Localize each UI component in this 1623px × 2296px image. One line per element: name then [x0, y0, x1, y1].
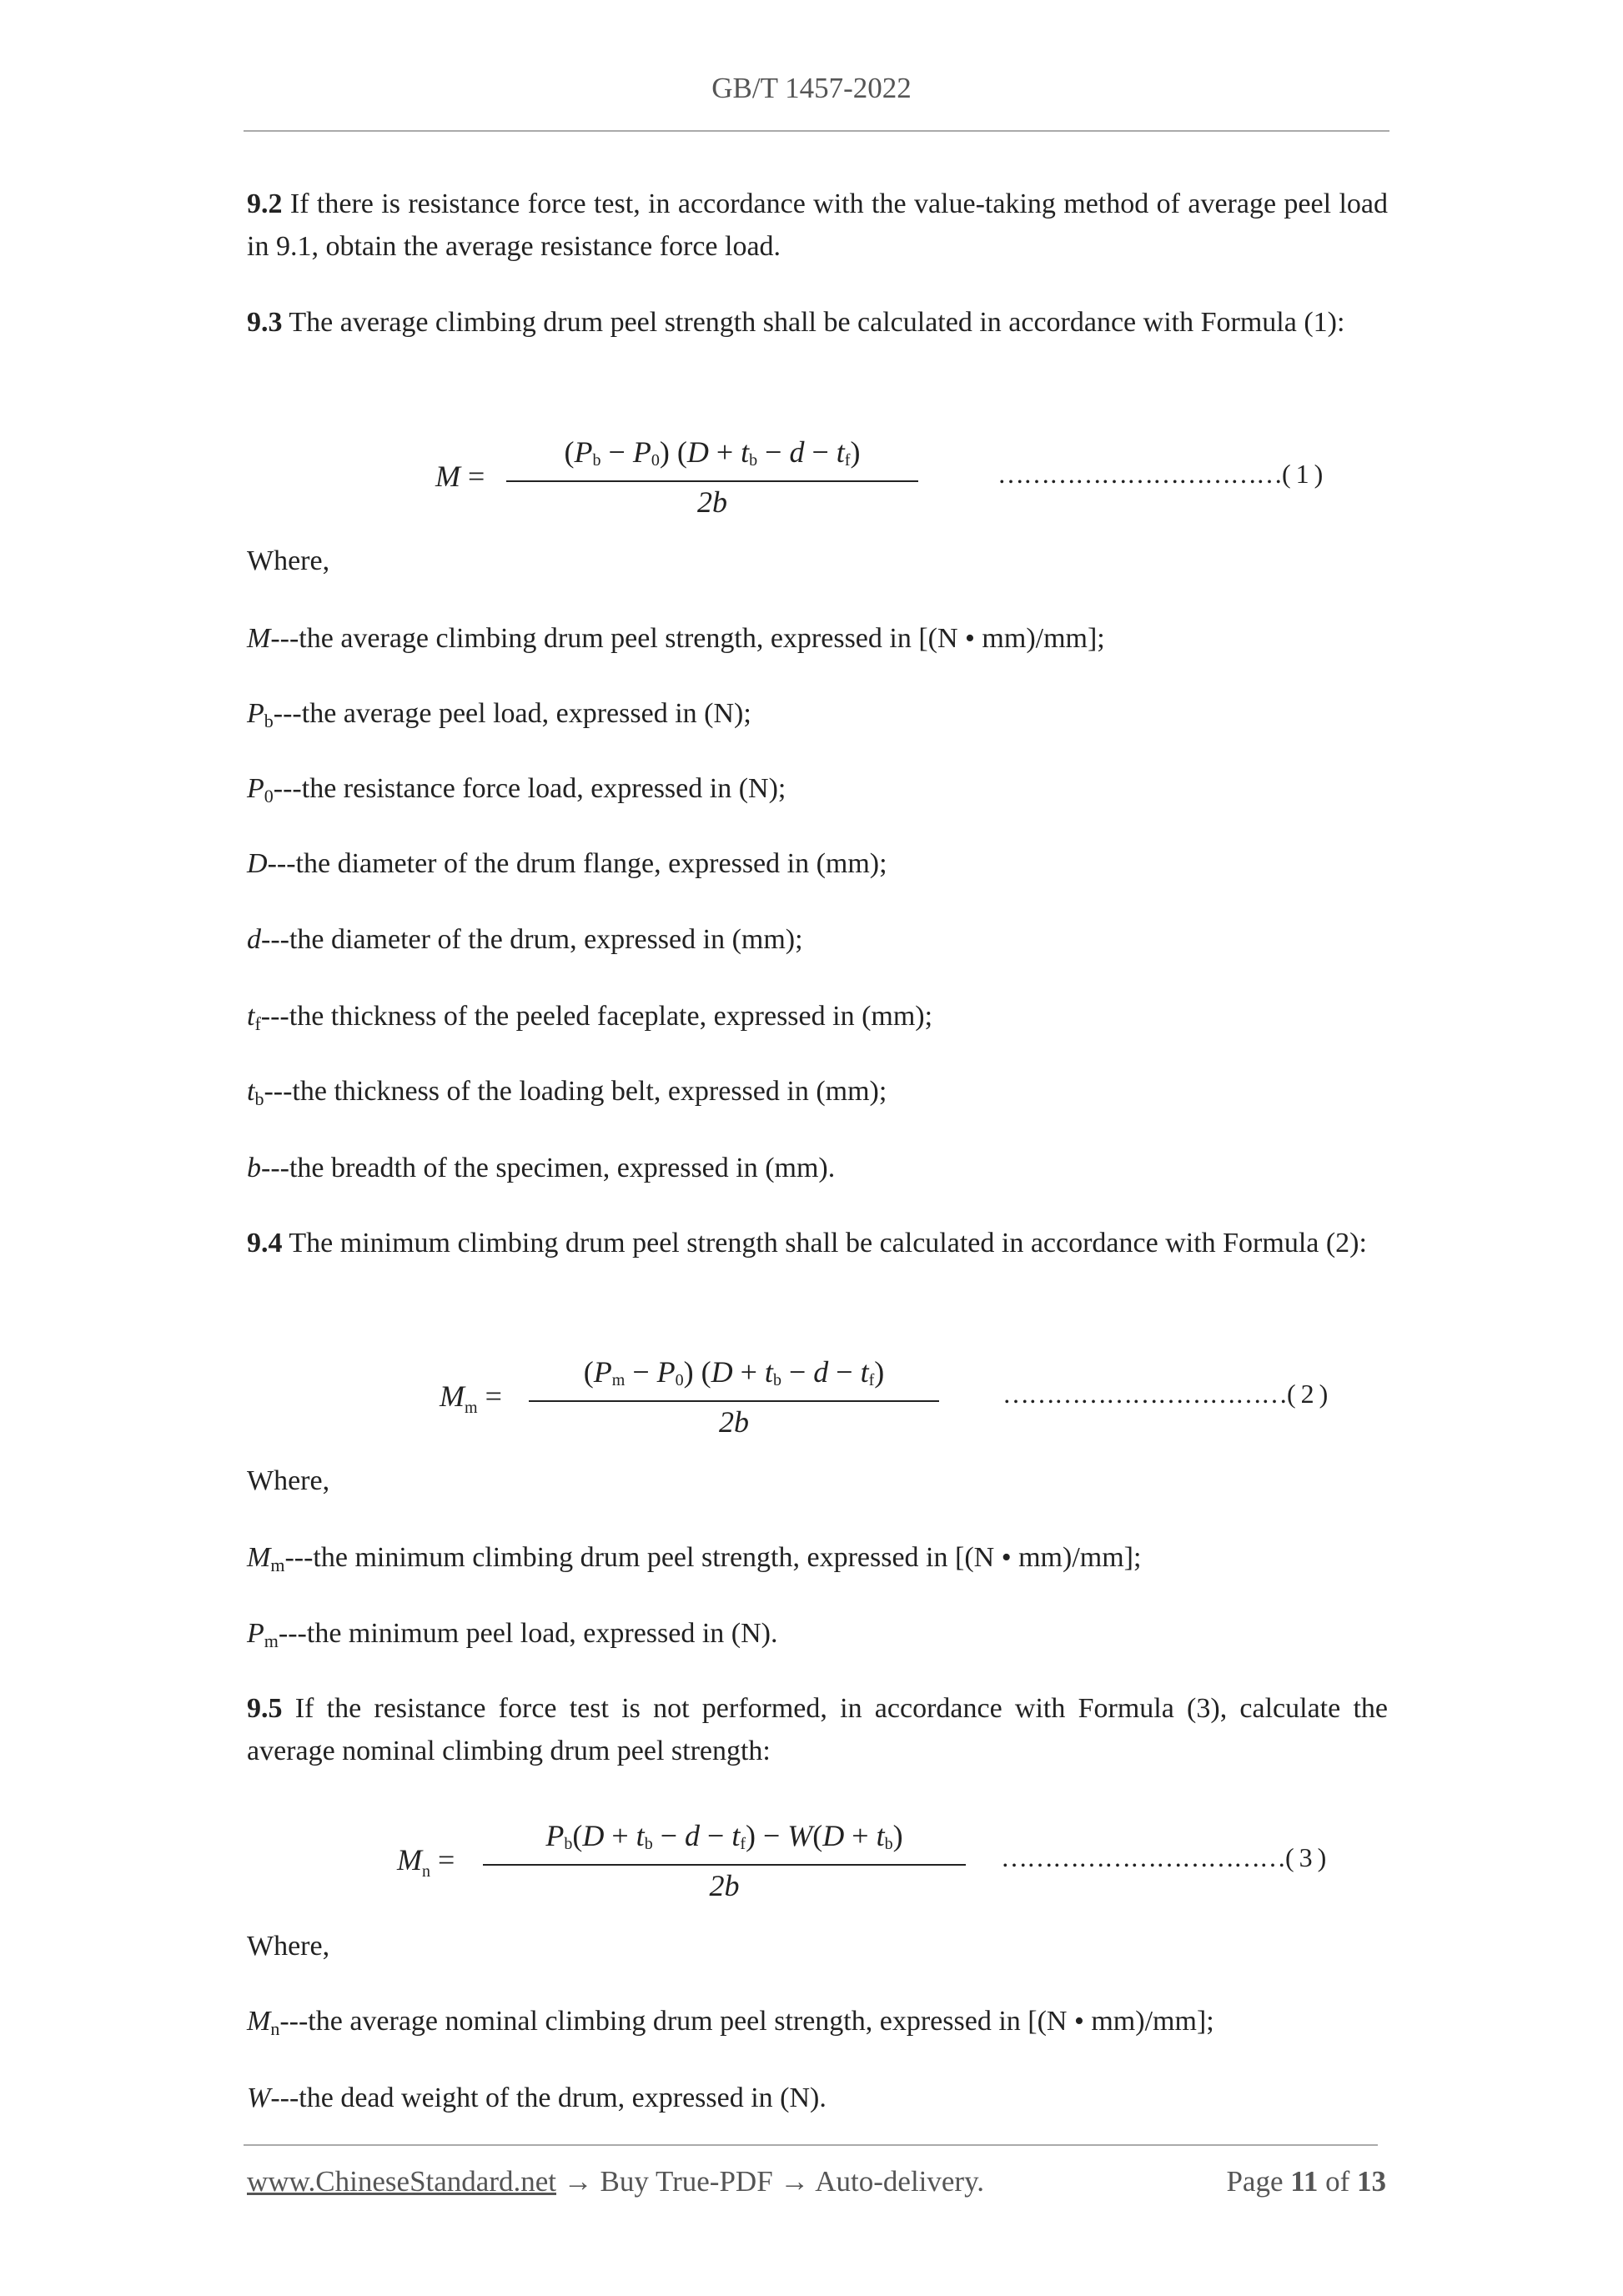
definition-text: ---the average peel load, expressed in (N); [273, 698, 751, 729]
of-label: of [1325, 2165, 1350, 2198]
formula-token: + [844, 1819, 877, 1852]
formula-token: ) ( [683, 1355, 711, 1389]
definition-symbol: P [247, 1618, 264, 1649]
formula-subscript: b [644, 1835, 653, 1853]
definition-symbol: b [247, 1153, 261, 1183]
document-header: GB/T 1457-2022 [711, 72, 912, 104]
equals-sign: = [430, 1843, 455, 1876]
formula-token: t [836, 435, 845, 469]
formula-subscript: n [422, 1862, 430, 1881]
formula-token: t [731, 1819, 741, 1852]
formula-token: ( [572, 1819, 583, 1852]
definition-item [247, 995, 932, 1045]
arrow-icon: → [772, 2165, 816, 2198]
formula-token: d [789, 435, 805, 469]
website-link[interactable]: www.ChineseStandard.net [247, 2165, 556, 2198]
formula-token: − [828, 1355, 861, 1389]
definition-subscript: m [270, 1555, 285, 1575]
denominator: 2b [709, 1869, 740, 1902]
page-total: 13 [1357, 2165, 1386, 2198]
equation-number: ( 2 ) [1287, 1379, 1328, 1409]
definition-subscript: n [270, 2018, 280, 2039]
section-text: The average climbing drum peel strength shall be calculated in accordance with Formula (1): [282, 307, 1345, 338]
definition-subscript: m [264, 1630, 279, 1651]
definition-text: ---the thickness of the peeled faceplate, expressed in (mm); [260, 1001, 933, 1032]
formula-subscript: f [844, 451, 851, 470]
formula-subscript: b [772, 1371, 781, 1389]
definition-symbol: P [247, 698, 264, 729]
section-9-4 [247, 1222, 1388, 1264]
leader-dots: …………………………… [997, 459, 1282, 489]
formula-token: d [685, 1819, 700, 1852]
formula-token: P [656, 1355, 676, 1389]
fraction-bar [506, 480, 918, 482]
definition-symbol: t [247, 1001, 255, 1032]
numerator [506, 434, 918, 479]
formula-token: d [813, 1355, 829, 1389]
formula-token: D [582, 1819, 605, 1852]
formula-subscript: f [740, 1835, 746, 1853]
leader-dots: …………………………… [1001, 1842, 1285, 1872]
formula-lhs [435, 459, 485, 494]
definition-item [247, 1612, 778, 1662]
formula-token: − [600, 435, 633, 469]
fraction [529, 1354, 939, 1440]
fraction-bar [483, 1864, 966, 1866]
definition-item [247, 918, 803, 961]
equals-sign: = [477, 1379, 502, 1413]
formula-token: ) [850, 435, 861, 469]
definition-item [247, 2077, 827, 2119]
footer-divider [244, 2144, 1378, 2146]
definition-item [247, 1147, 835, 1189]
formula-token: ( [583, 1355, 594, 1389]
definition-symbol: d [247, 924, 261, 955]
formula-token: ) [892, 1819, 903, 1852]
definition-subscript: f [254, 1013, 261, 1034]
formula-token: D [711, 1355, 733, 1389]
where-label: Where, [247, 1465, 330, 1496]
definition-text: ---the breadth of the specimen, expressed in (mm). [261, 1153, 836, 1183]
formula-token: − [781, 1355, 814, 1389]
buy-text: Buy True-PDF [600, 2165, 773, 2198]
section-9-3 [247, 301, 1388, 344]
definition-item [247, 842, 887, 885]
definition-text: ---the minimum climbing drum peel strength, expressed in [(N • mm)/mm]; [284, 1542, 1142, 1573]
section-text: The minimum climbing drum peel strength shall be calculated in accordance with Formula (2): [282, 1228, 1367, 1259]
formula-lhs [397, 1842, 455, 1882]
formula-subscript: f [868, 1371, 875, 1389]
definition-item [247, 692, 751, 742]
numerator [483, 1817, 966, 1862]
formula-subscript: b [564, 1835, 573, 1853]
fraction [483, 1817, 966, 1904]
formula-token: ) [874, 1355, 885, 1389]
formula-token: P [632, 435, 651, 469]
formula-token: − [804, 435, 837, 469]
formula-subscript: b [884, 1835, 893, 1853]
formula-token: W [787, 1819, 813, 1852]
definition-item [247, 2000, 1214, 2050]
definition-text: ---the diameter of the drum, expressed in (mm); [261, 924, 803, 955]
definition-text: ---the resistance force load, expressed in (N); [273, 773, 786, 804]
definition-symbol: M [247, 1542, 271, 1573]
definition-item [247, 1070, 887, 1120]
definition-subscript: b [254, 1088, 264, 1109]
section-text: If there is resistance force test, in accordance with the value-taking method of average peel load in 9.1, obtain the average resistance force load. [247, 188, 1388, 262]
fraction [506, 434, 918, 520]
equation-number: ( 3 ) [1285, 1842, 1326, 1872]
numerator [529, 1354, 939, 1399]
formula-token: P [545, 1819, 565, 1852]
equation-leader [1002, 1379, 1327, 1409]
definition-subscript: 0 [264, 786, 274, 806]
equation-leader [997, 459, 1322, 490]
leader-dots: …………………………… [1002, 1379, 1287, 1409]
formula-token: − [652, 1819, 685, 1852]
formula-token: ( [564, 435, 575, 469]
formula-token: D [686, 435, 709, 469]
section-number: 9.5 [247, 1693, 283, 1724]
formula-token: t [741, 435, 750, 469]
page-number: 11 [1290, 2165, 1319, 2198]
definition-symbol: M [247, 623, 271, 654]
formula-token: ( [812, 1819, 823, 1852]
formula-token: t [764, 1355, 773, 1389]
arrow-icon: → [556, 2165, 600, 2198]
equation-number: ( 1 ) [1282, 459, 1323, 489]
formula-subscript: 0 [651, 451, 660, 470]
formula-subscript: 0 [675, 1371, 684, 1389]
formula-token: t [876, 1819, 885, 1852]
formula-token: t [636, 1819, 645, 1852]
footer-links [247, 2165, 984, 2198]
formula-token: ) ( [659, 435, 687, 469]
definition-subscript: b [264, 711, 274, 731]
formula-token: P [574, 435, 593, 469]
where-label: Where, [247, 1931, 330, 1962]
formula-token: + [708, 435, 741, 469]
definition-text: ---the dead weight of the drum, expressed in (N). [270, 2082, 827, 2113]
section-text: If the resistance force test is not performed, in accordance with Formula (3), calculate the average nominal climbing drum peel strength: [247, 1693, 1388, 1766]
definition-symbol: P [247, 773, 264, 804]
formula-subscript: m [465, 1399, 478, 1417]
definition-symbol: M [247, 2006, 271, 2037]
formula-lhs [440, 1379, 502, 1418]
formula-token: + [732, 1355, 765, 1389]
formula-token: + [604, 1819, 636, 1852]
where-label: Where, [247, 545, 330, 576]
auto-delivery-text: Auto-delivery. [815, 2165, 985, 2198]
section-number: 9.2 [247, 188, 283, 219]
definition-item [247, 1536, 1141, 1586]
section-number: 9.4 [247, 1228, 283, 1259]
header-divider [244, 130, 1389, 132]
definition-symbol: D [247, 848, 268, 879]
section-9-5 [247, 1687, 1388, 1772]
definition-symbol: t [247, 1076, 255, 1107]
formula-subscript: b [749, 451, 758, 470]
definition-symbol: W [247, 2082, 271, 2113]
formula-symbol: M [440, 1379, 465, 1413]
formula-token: − [625, 1355, 657, 1389]
section-number: 9.3 [247, 307, 283, 338]
denominator: 2b [697, 485, 727, 519]
equals-sign: = [460, 460, 485, 493]
formula-symbol: M [435, 460, 460, 493]
definition-item [247, 767, 786, 817]
definition-text: ---the diameter of the drum flange, expressed in (mm); [267, 848, 887, 879]
formula-token: t [860, 1355, 869, 1389]
fraction-bar [529, 1400, 939, 1402]
page-indicator [1226, 2165, 1386, 2198]
denominator: 2b [719, 1405, 749, 1439]
section-9-2 [247, 183, 1388, 268]
equation-leader [1001, 1842, 1325, 1873]
page-label: Page [1226, 2165, 1284, 2198]
formula-subscript: m [611, 1371, 626, 1389]
formula-symbol: M [397, 1843, 422, 1876]
definition-text: ---the average nominal climbing drum peel strength, expressed in [(N • mm)/mm]; [279, 2006, 1214, 2037]
formula-subscript: b [592, 451, 601, 470]
formula-token: − [700, 1819, 732, 1852]
formula-token: ) − [746, 1819, 788, 1852]
formula-token: D [822, 1819, 845, 1852]
formula-token: − [757, 435, 790, 469]
definition-text: ---the minimum peel load, expressed in (N). [278, 1618, 778, 1649]
definition-text: ---the thickness of the loading belt, expressed in (mm); [264, 1076, 887, 1107]
formula-token: P [593, 1355, 612, 1389]
definition-item [247, 617, 1105, 660]
definition-text: ---the average climbing drum peel strength, expressed in [(N • mm)/mm]; [270, 623, 1105, 654]
